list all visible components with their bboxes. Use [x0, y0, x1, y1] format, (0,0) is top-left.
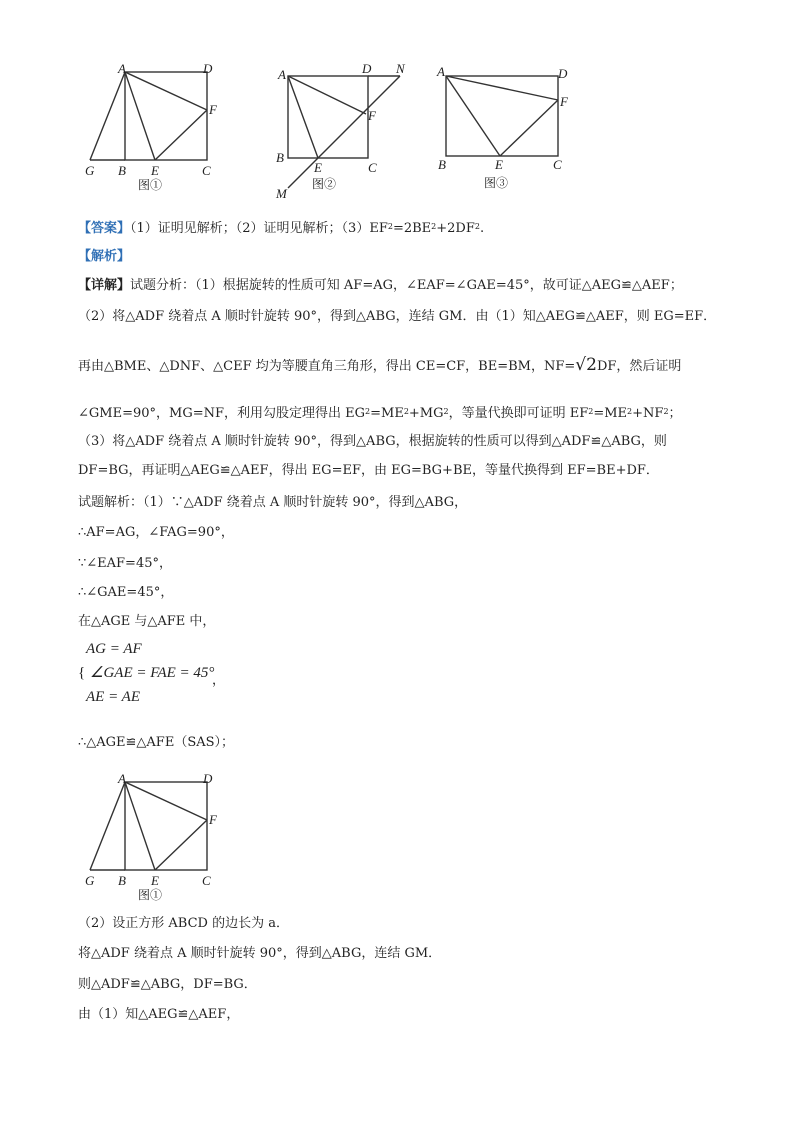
label-A: A — [437, 64, 445, 79]
sqrt-two: √2 — [575, 355, 597, 375]
figure-1-caption: 图① — [138, 888, 163, 902]
label-A: A — [118, 62, 126, 76]
figure-2 — [268, 62, 418, 202]
label-F: F — [560, 94, 568, 109]
figure-3 — [432, 62, 582, 192]
detail-line-4 — [78, 405, 682, 423]
solution-line-3: ∵∠EAF=45°， — [78, 556, 172, 571]
system-eq-2: ∠GAE = FAE = 45° — [90, 665, 215, 681]
system-brace: { — [78, 665, 86, 681]
sup: 2 — [365, 407, 371, 416]
answer-tag: 【答案】 — [78, 221, 131, 236]
detail-line-1 — [78, 277, 683, 295]
label-F: F — [368, 108, 376, 123]
detail-text: +NF — [632, 406, 664, 421]
detail-tag: 【详解】 — [78, 278, 131, 293]
solution-line-1: 试题解析：（1）∵△ADF 绕着点 A 顺时针旋转 90°，得到△ABG， — [78, 495, 468, 510]
detail-text: 再由△BME、△DNF、△CEF 均为等腰直角三角形，得出 CE=CF，BE=BM，NF= — [78, 359, 576, 374]
solution-line-8: 将△ADF 绕着点 A 顺时针旋转 90°，得到△ABG，连结 GM． — [78, 946, 442, 961]
detail-line-6: DF=BG，再证明△AEG≌△AEF，得出 EG=EF，由 EG=BG+BE，等量代换得到 EF=BE+DF． — [78, 463, 659, 478]
label-D: D — [558, 66, 568, 81]
system-eq-3: AE = AE — [86, 689, 141, 705]
detail-line-3 — [78, 356, 681, 376]
detail-text: ，等量代换即可证明 EF — [448, 406, 589, 421]
label-B: B — [276, 150, 284, 165]
figure-2-caption: 图② — [312, 177, 337, 191]
label-F: F — [209, 812, 217, 827]
answer-text: =2BE — [392, 221, 432, 236]
detail-line-5: （3）将△ADF 绕着点 A 顺时针旋转 90°，得到△ABG，根据旋转的性质可以得到△ADF≌△ABG，则 — [78, 434, 667, 449]
figure-1-caption: 图① — [138, 178, 163, 192]
answer-text: . — [479, 221, 485, 236]
detail-text: DF，然后证明 — [596, 359, 682, 374]
detail-text: =ME — [370, 406, 404, 421]
solution-line-9: 则△ADF≌△ABG，DF=BG． — [78, 977, 257, 992]
detail-text: 试题分析：（1）根据旋转的性质可知 AF=AG，∠EAF=∠GAE=45°，故可证△AEG≌△AEF； — [130, 278, 683, 293]
sup: 2 — [443, 407, 449, 416]
detail-text: +MG — [408, 406, 444, 421]
system-eq-1: AG = AF — [86, 641, 142, 657]
answer-sup: 2 — [387, 222, 393, 231]
label-A: A — [278, 67, 286, 82]
label-E: E — [314, 160, 322, 175]
label-C: C — [202, 873, 211, 888]
solution-line-7: （2）设正方形 ABCD 的边长为 a． — [78, 916, 289, 931]
solution-line-2: ∴AF=AG，∠FAG=90°， — [78, 525, 234, 540]
answer-sup: 2 — [474, 222, 480, 231]
answer-sup: 2 — [431, 222, 437, 231]
figure-1-repeat — [80, 772, 230, 902]
sup: 2 — [588, 407, 594, 416]
answer-text: +2DF — [436, 221, 475, 236]
sup: 2 — [663, 407, 669, 416]
solution-line-10: 由（1）知△AEG≌△AEF， — [78, 1007, 240, 1022]
label-M: M — [276, 186, 287, 201]
detail-text: ； — [668, 406, 682, 421]
label-A: A — [118, 772, 126, 786]
label-E: E — [151, 873, 159, 888]
answer-text: （1）证明见解析；（2）证明见解析；（3）EF — [130, 221, 388, 236]
label-B: B — [118, 163, 126, 178]
label-B: B — [118, 873, 126, 888]
solution-line-5: 在△AGE 与△AFE 中， — [78, 614, 216, 629]
label-N: N — [396, 62, 405, 76]
detail-line-2: （2）将△ADF 绕着点 A 顺时针旋转 90°，得到△ABG，连结 GM．由（1）知△AEG≌△AEF，则 EG=EF． — [78, 309, 717, 324]
label-C: C — [553, 157, 562, 172]
detail-text: ∠GME=90°，MG=NF，利用勾股定理得出 EG — [78, 406, 366, 421]
solution-line-4: ∴∠GAE=45°， — [78, 585, 174, 600]
label-D: D — [203, 62, 213, 76]
label-C: C — [368, 160, 377, 175]
label-D: D — [203, 772, 213, 786]
label-D: D — [362, 62, 372, 76]
label-G: G — [85, 163, 95, 178]
figure-1 — [80, 62, 230, 192]
label-B: B — [438, 157, 446, 172]
label-F: F — [209, 102, 217, 117]
label-C: C — [202, 163, 211, 178]
sup: 2 — [403, 407, 409, 416]
detail-text: =ME — [593, 406, 628, 421]
label-E: E — [495, 157, 503, 172]
label-E: E — [151, 163, 159, 178]
answer-line — [78, 220, 484, 238]
system-comma: ， — [212, 673, 226, 688]
analysis-tag: 【解析】 — [78, 249, 131, 264]
figure-3-caption: 图③ — [484, 176, 509, 190]
sup: 2 — [627, 407, 633, 416]
solution-line-6: ∴△AGE≌△AFE（SAS）； — [78, 735, 235, 750]
label-G: G — [85, 873, 95, 888]
